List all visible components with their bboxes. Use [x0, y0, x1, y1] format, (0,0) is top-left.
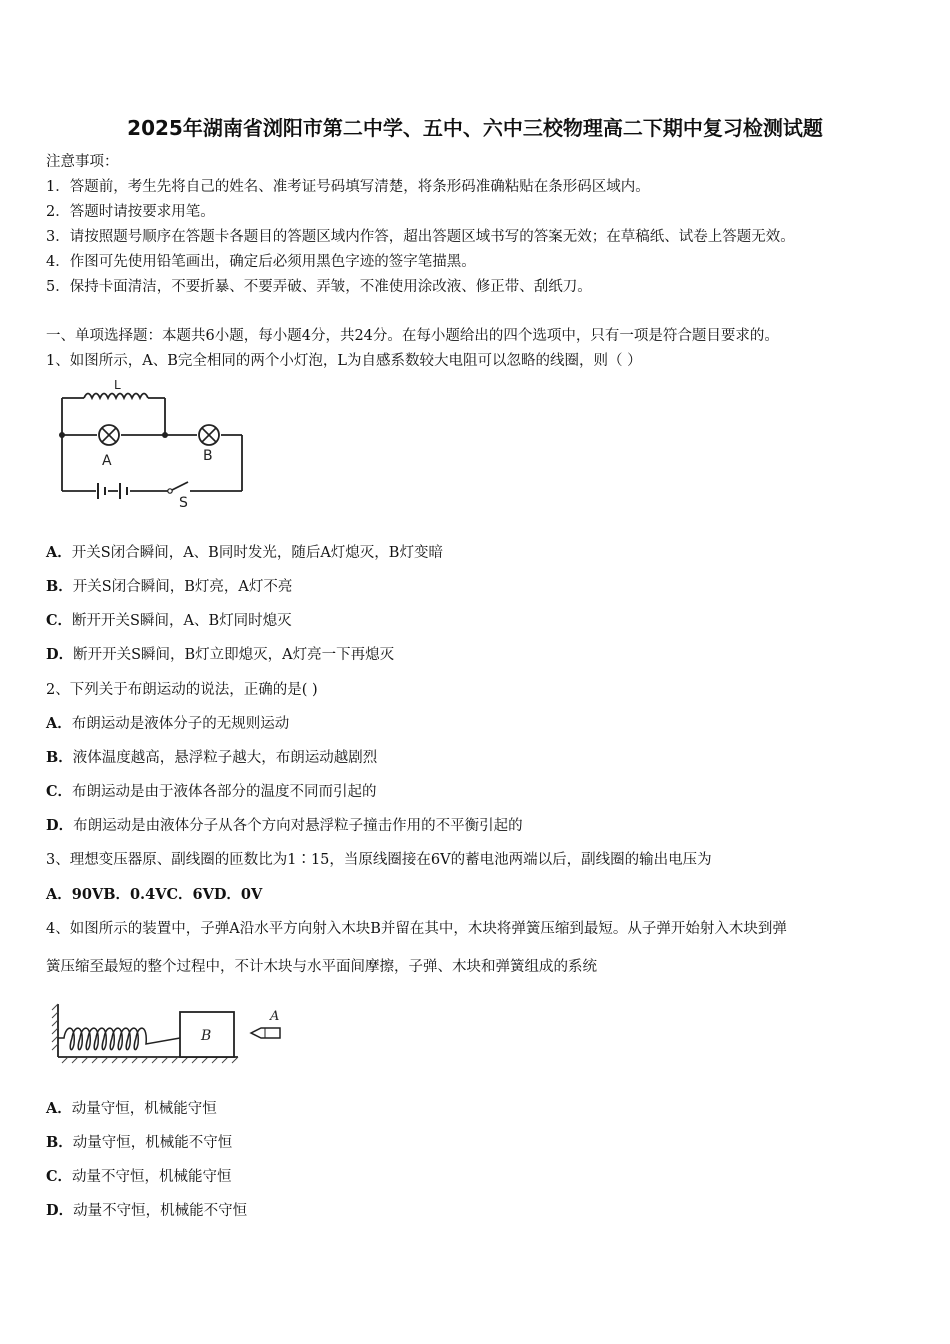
- label-a: A: [270, 1009, 280, 1024]
- option-text: 断开开关S瞬间，B灯立即熄灭，A灯亮一下再熄灭: [73, 647, 395, 663]
- question-4-stem-line2: 簧压缩至最短的整个过程中，不计木块与水平面间摩擦，子弹、木块和弹簧组成的系统: [46, 959, 597, 975]
- option-text: 布朗运动是由液体分子从各个方向对悬浮粒子撞击作用的不平衡引起的: [73, 818, 523, 834]
- notice-item: 2．答题时请按要求用笔。: [46, 204, 215, 220]
- q3-options: [46, 885, 262, 905]
- option-text: 断开开关S瞬间，A、B灯同时熄灭: [72, 613, 292, 629]
- option-letter: C．: [46, 1168, 73, 1185]
- q1-option-d: [46, 645, 394, 665]
- option-text: 动量不守恒，机械能守恒: [72, 1169, 232, 1185]
- option-text: 开关S闭合瞬间，A、B同时发光，随后A灯熄灭，B灯变暗: [71, 545, 443, 561]
- option-letter: D．: [46, 646, 74, 663]
- notice-heading: 注意事项：: [46, 154, 119, 170]
- option-text: 液体温度越高，悬浮粒子越大，布朗运动越剧烈: [72, 750, 378, 766]
- q2-option-c: [46, 782, 377, 802]
- option-letter: B．: [46, 578, 73, 595]
- option-letter: A．: [46, 544, 72, 561]
- option-letter: A．: [46, 715, 72, 732]
- question-4-stem-line1: 4、如图所示的装置中，子弹A沿水平方向射入木块B并留在其中，木块将弹簧压缩到最短。从子弹开始射入木块到弹: [46, 921, 787, 937]
- option-letter: D．: [46, 817, 74, 834]
- section-heading: 一、单项选择题：本题共6小题，每小题4分，共24分。在每小题给出的四个选项中，只有一项是符合题目要求的。: [46, 328, 779, 344]
- option-text: 动量不守恒，机械能不守恒: [73, 1203, 248, 1219]
- q4-option-b: [46, 1133, 232, 1153]
- option-letter: C．: [46, 612, 73, 629]
- q1-option-a: [46, 543, 443, 563]
- q4-option-c: [46, 1167, 232, 1187]
- spring-block-diagram: [48, 1000, 288, 1070]
- option-letter: D．: [46, 1202, 74, 1219]
- option-text: 布朗运动是由于液体各部分的温度不同而引起的: [72, 784, 377, 800]
- label-a: A: [102, 453, 112, 469]
- q3-option-c: C．6V: [166, 886, 214, 903]
- q4-option-d: [46, 1201, 247, 1221]
- option-text: 开关S闭合瞬间，B灯亮，A灯不亮: [72, 579, 293, 595]
- option-text: 动量守恒，机械能不守恒: [72, 1135, 233, 1151]
- q3-option-a: A．90V: [46, 886, 104, 903]
- q3-option-b: B．0.4V: [103, 886, 167, 903]
- q1-option-c: [46, 611, 292, 631]
- q2-option-a: [46, 714, 289, 734]
- q2-option-b: [46, 748, 377, 768]
- lamp-a-icon: [99, 425, 119, 445]
- option-letter: C．: [46, 783, 73, 800]
- inductor-coil: [84, 394, 148, 399]
- notice-item: 5．保持卡面清洁，不要折暴、不要弄破、弄皱，不准使用涂改液、修正带、刮纸刀。: [46, 279, 592, 295]
- option-text: 动量守恒，机械能守恒: [71, 1101, 217, 1117]
- question-3-stem: 3、理想变压器原、副线圈的匝数比为1∶15，当原线圈接在6V的蓄电池两端以后，副线圈的输出电压为: [46, 852, 712, 868]
- label-l: L: [114, 378, 121, 392]
- notice-item: 3．请按照题号顺序在答题卡各题目的答题区域内作答，超出答题区域书写的答案无效；在草稿纸、试卷上答题无效。: [46, 229, 795, 245]
- circuit-diagram: [52, 378, 252, 510]
- label-s: S: [179, 495, 188, 510]
- spring-coil: [58, 1028, 180, 1050]
- q1-option-b: [46, 577, 292, 597]
- option-letter: B．: [46, 1134, 73, 1151]
- label-b: B: [201, 1028, 212, 1044]
- option-letter: B．: [46, 749, 73, 766]
- question-2-stem: 2、下列关于布朗运动的说法，正确的是( ): [46, 682, 318, 698]
- q4-option-a: [46, 1099, 217, 1119]
- notice-item: 4．作图可先使用铅笔画出，确定后必须用黑色字迹的签字笔描黑。: [46, 254, 476, 270]
- q2-option-d: [46, 816, 523, 836]
- lamp-b-icon: [199, 425, 219, 445]
- notice-item: 1．答题前，考生先将自己的姓名、准考证号码填写清楚，将条形码准确粘贴在条形码区域内。: [46, 179, 650, 195]
- option-letter: A．: [46, 1100, 72, 1117]
- page-title: 2025年湖南省浏阳市第二中学、五中、六中三校物理高二下期中复习检测试题: [127, 116, 823, 140]
- option-text: 布朗运动是液体分子的无规则运动: [71, 716, 290, 732]
- question-1-stem: 1、如图所示，A、B完全相同的两个小灯泡，L为自感系数较大电阻可以忽略的线圈，则（ ）: [46, 353, 642, 369]
- label-b: B: [203, 448, 213, 464]
- q3-option-d: D．0V: [213, 886, 263, 903]
